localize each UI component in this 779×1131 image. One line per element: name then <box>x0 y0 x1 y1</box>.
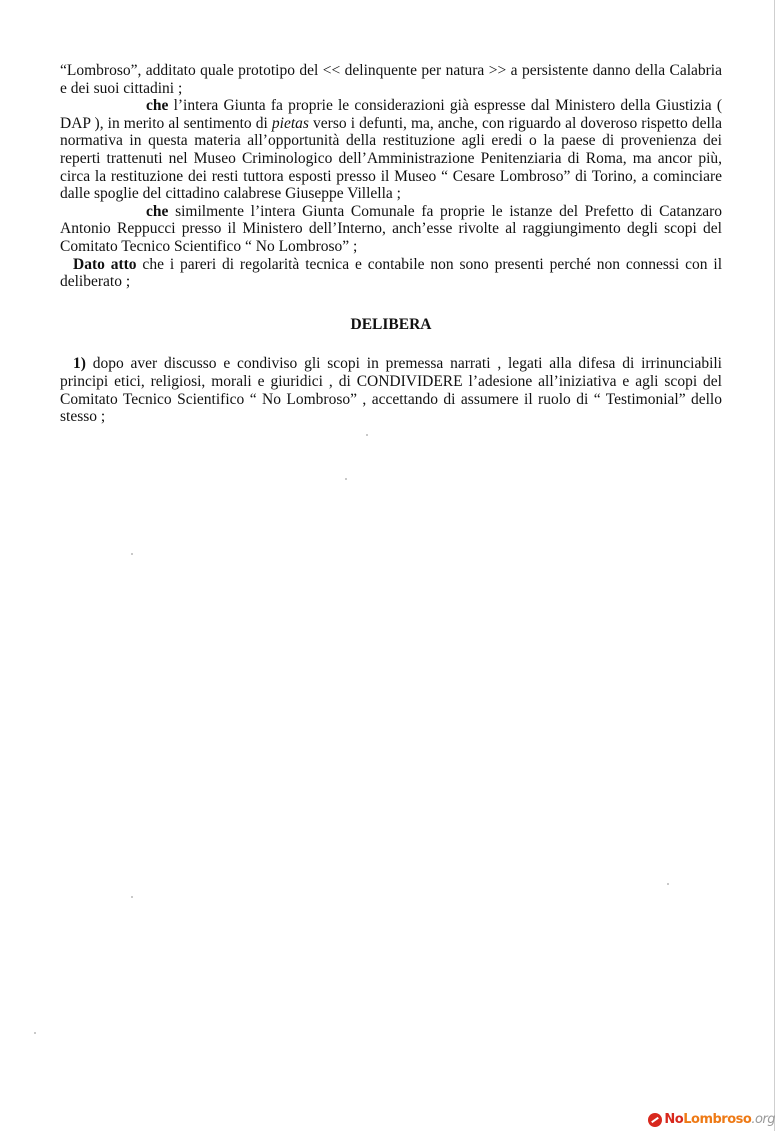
scan-speck <box>366 434 368 436</box>
paragraph-giunta-istanze <box>60 203 722 256</box>
page-edge-line <box>774 0 775 1131</box>
paragraph-lead: che <box>146 202 169 220</box>
scan-speck <box>667 883 669 885</box>
paragraph-delibera-point-1 <box>60 355 722 425</box>
paragraph-text: “Lombroso”, additato quale prototipo del << delinquente per natura >> a persistente danno della Calabria e dei suoi cittadini ; <box>60 62 722 97</box>
paragraph-lead: 1) <box>73 355 86 373</box>
scan-speck <box>131 896 133 898</box>
paragraph-text: dopo aver discusso e condiviso gli scopi in premessa narrati , legati alla difesa di irrinunciabili principi etici, religiosi, morali e giuridici , di CONDIVIDERE l’adesione all’iniziativa e agli scopi del Comitato Tecnico Scientifico “ No Lombroso” , accettando di assumere il ruolo di “ Testimonial” dello stesso ; <box>60 355 722 426</box>
watermark-name: Lombroso <box>683 1112 752 1127</box>
scan-speck <box>34 1032 36 1034</box>
paragraph-text: che i pareri di regolarità tecnica e contabile non sono presenti perché non connessi con il deliberato ; <box>60 255 723 291</box>
scan-speck <box>345 478 347 480</box>
paragraph-text: verso i defunti, ma, anche, con riguardo al doveroso rispetto della normativa in questa materia all’opportunità della restituzione agli eredi o la paese di provenienza dei reperti trattenuti nel Museo Criminologico dell’Amministrazione Penitenziaria di Roma, ma ancor più, circa la restituzione dei resti tuttora esposti presso il Museo “ Cesare Lombroso” di Torino, a cominciare dalle spoglie del cittadino calabrese Giuseppe Villella ; <box>60 114 722 203</box>
paragraph-dato-atto <box>60 256 722 291</box>
paragraph-giunta-considerazioni <box>60 97 722 203</box>
paragraph-text: similmente l’intera Giunta Comunale fa proprie le istanze del Prefetto di Catanzaro Antonio Reppucci presso il Ministero dell’Interno, anch’esse rivolte al raggiungimento degli scopi del Comitato Tecnico Scientifico “ No Lombroso” ; <box>60 202 722 255</box>
paragraph-lead: Dato atto <box>73 255 137 273</box>
paragraph-italic-term: pietas <box>271 114 309 132</box>
watermark-tld: .org <box>751 1112 775 1127</box>
delibera-heading: DELIBERA <box>350 315 432 333</box>
paragraph-lead: che <box>146 97 169 115</box>
scan-speck <box>131 553 133 555</box>
nolombroso-watermark <box>648 1112 775 1127</box>
paragraph-text: l’intera Giunta fa proprie le considerazioni già espresse dal Ministero della Giustizia ( DAP ), in merito al sentimento di <box>60 97 722 132</box>
no-sign-icon <box>648 1113 662 1127</box>
watermark-no: No <box>664 1112 684 1127</box>
paragraph-lombroso <box>60 62 722 97</box>
document-body <box>60 62 722 426</box>
